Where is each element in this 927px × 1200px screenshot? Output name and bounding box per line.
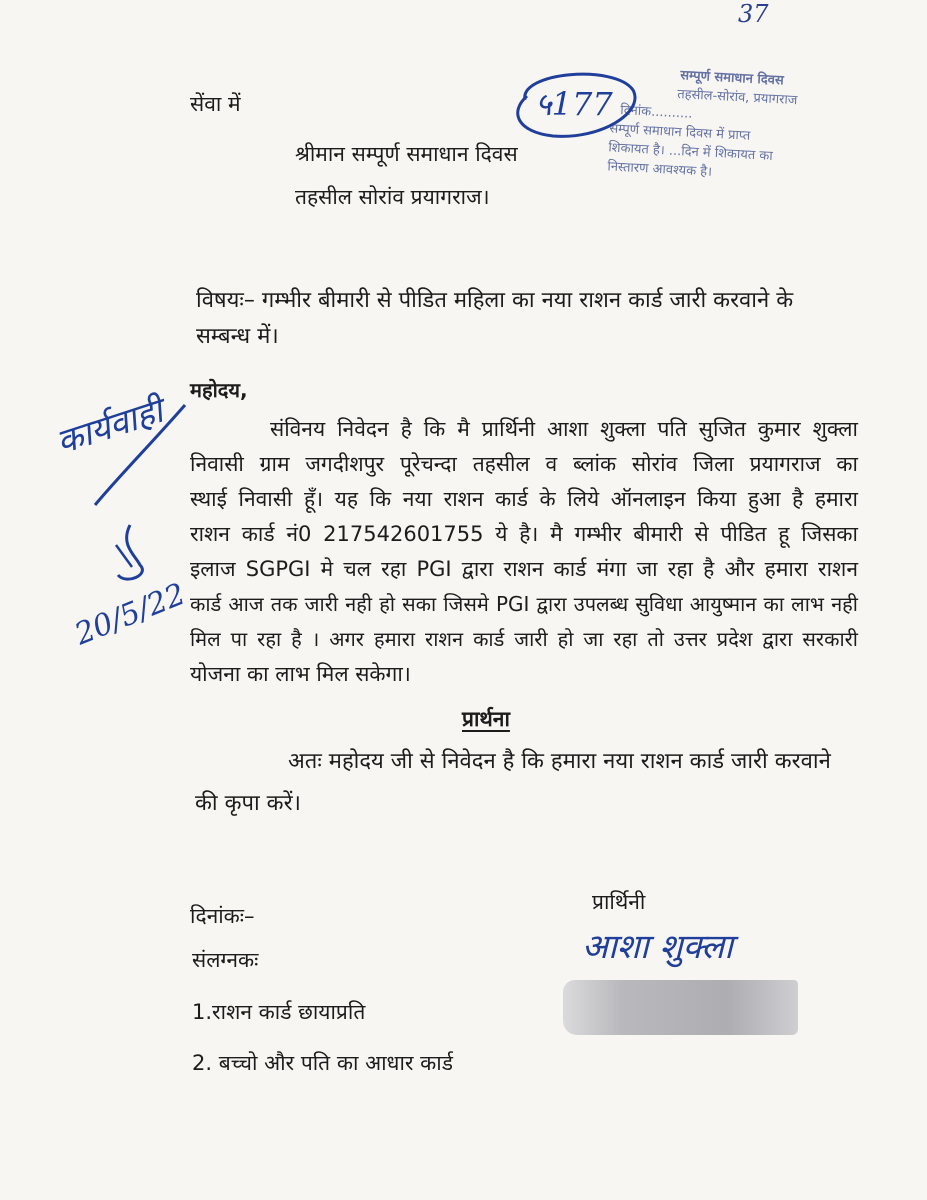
receipt-number: ५177 [535, 85, 613, 123]
applicant-label: प्रार्थिनी [592, 890, 646, 914]
body-line: इलाज SGPGI मे चल रहा PGI द्वारा राशन कार्ड मंगा जा रहा है और हमारा राशन [190, 557, 858, 581]
stamp-line: दिनांक.......... [619, 103, 693, 122]
prayer-line-2: की कृपा करें। [195, 791, 301, 816]
enclosure-label: संलग्नकः [192, 948, 259, 972]
stamp-line: तहसील-सोरांव, प्रयागराज [676, 86, 798, 109]
address-to-line: सेंवा में [190, 92, 241, 116]
body-line: योजना का लाभ मिल सकेगा। [190, 662, 411, 686]
salutation: महोदय, [190, 378, 248, 402]
body-line: स्थाई निवासी हूँ। यह कि नया राशन कार्ड के लिये ऑनलाइन किया हुआ है हमारा [190, 487, 858, 511]
subject-line-2: सम्बन्ध में। [196, 324, 279, 349]
stamp-line: सम्पूर्ण समाधान दिवस [679, 68, 785, 89]
body-line: मिल पा रहा है । अगर हमारा राशन कार्ड जारी हो जा रहा तो उत्तर प्रदेश द्वारा सरकारी [190, 627, 858, 651]
stamp-line: शिकायत है। ...दिन में शिकायत का [607, 140, 774, 165]
subject-line-1: विषयः– गम्भीर बीमारी से पीडित महिला का नया राशन कार्ड जारी करवाने के [196, 288, 794, 313]
margin-note: कार्यवाही [51, 391, 168, 463]
prayer-heading: प्रार्थना [462, 707, 510, 731]
body-line: निवासी ग्राम जगदीशपुर पूरेचन्दा तहसील व ब्लांक सोरांव जिला प्रयागराज का [190, 452, 858, 476]
enclosure-item: 1.राशन कार्ड छायाप्रति [192, 1000, 366, 1024]
stamp-line: सम्पूर्ण समाधान दिवस में प्राप्त [608, 121, 751, 144]
enclosure-item: 2. बच्चो और पति का आधार कार्ड [192, 1051, 453, 1075]
margin-date: 20/5/22 [70, 576, 191, 653]
official-stamp [604, 63, 903, 256]
redacted-mobile-number [563, 980, 798, 1035]
address-recipient: श्रीमान सम्पूर्ण समाधान दिवस [295, 142, 518, 166]
signature: आशा शुक्ला [582, 927, 733, 967]
address-location: तहसील सोरांव प्रयागराज। [295, 185, 490, 209]
body-line: संविनय निवेदन है कि मै प्रार्थिनी आशा शुक्ला पति सुजित कुमार शुक्ला [270, 417, 858, 441]
prayer-line-1: अतः महोदय जी से निवेदन है कि हमारा नया राशन कार्ड जारी करवाने [288, 749, 831, 774]
body-paragraph [190, 412, 858, 692]
stamp-line: निस्तारण आवश्यक है। [606, 159, 713, 180]
date-label: दिनांकः– [190, 904, 255, 928]
body-line: राशन कार्ड नं0 217542601755 ये है। मै गम्भीर बीमारी से पीडित हू जिसका [190, 522, 858, 546]
body-line: कार्ड आज तक जारी नही हो सका जिसमे PGI द्वारा उपलब्ध सुविधा आयुष्मान का लाभ नही [190, 592, 858, 616]
page-number: 37 [738, 0, 769, 28]
